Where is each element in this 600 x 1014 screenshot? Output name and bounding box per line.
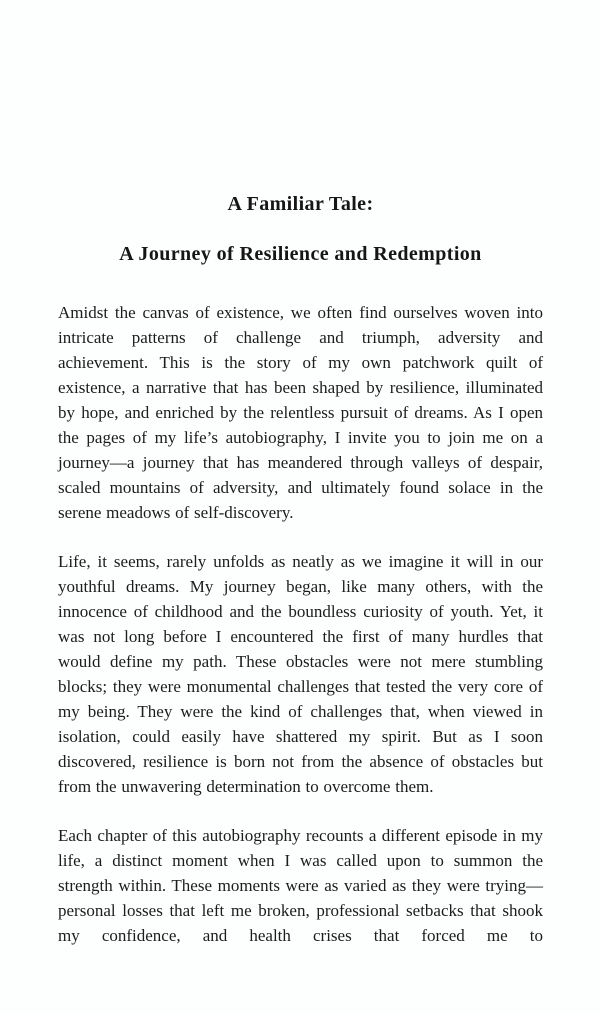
paragraph-2: Life, it seems, rarely unfolds as neatly as we imagine it will in our youthful dreams. My journey began, like many others, with the innocence of childhood and the boundless curiosity of youth. Yet, it was not long before I encountered the first of many hurdles that would define my path. These obstacles were not mere stumbling blocks; they were monumental challenges that tested the very core of my being. They were the kind of challenges that, when viewed in isolation, could easily have shattered my spirit. But as I soon discovered, resilience is born not from the absence of obstacles but from the unwavering determination to overcome them. [58, 552, 543, 796]
document-title [58, 192, 543, 266]
document-body [58, 300, 543, 948]
title-line-1: A Familiar Tale: [227, 193, 374, 215]
paragraph-3: Each chapter of this autobiography recounts a different episode in my life, a distinct moment when I was called upon to summon the strength within. These moments were as varied as they were trying—personal losses that left me broken, professional setbacks that shook my confidence, and health crises that forced me to [58, 826, 543, 945]
paragraph-1: Amidst the canvas of existence, we often find ourselves woven into intricate patterns of challenge and triumph, adversity and achievement. This is the story of my own patchwork quilt of existence, a narrative that has been shaped by resilience, illuminated by hope, and enriched by the relentless pursuit of dreams. As I open the pages of my life’s autobiography, I invite you to join me on a journey—a journey that has meandered through valleys of despair, scaled mountains of adversity, and ultimately found solace in the serene meadows of self-discovery. [58, 303, 543, 522]
title-line-2: A Journey of Resilience and Redemption [119, 243, 482, 265]
